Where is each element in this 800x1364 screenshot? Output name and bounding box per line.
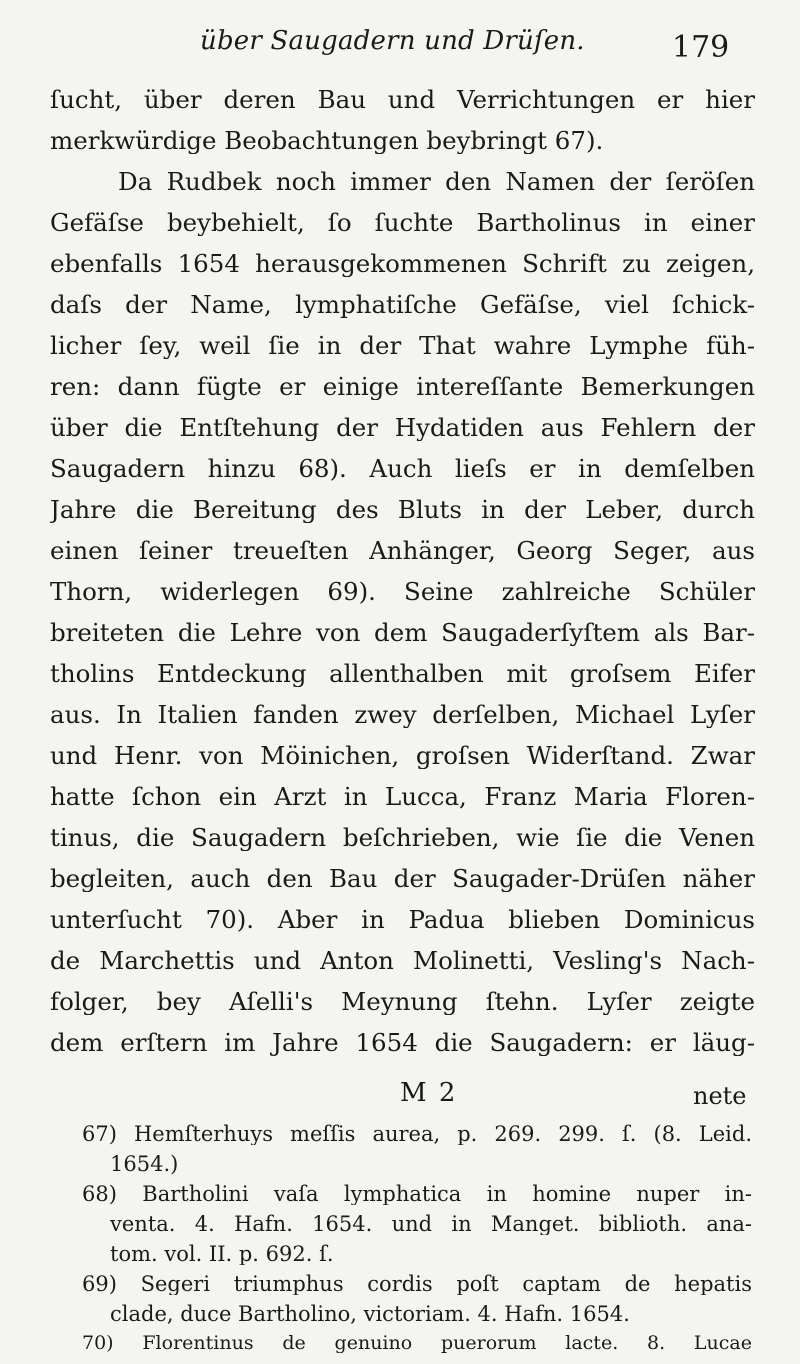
footnote-70: 70) Florentinus de genuino puerorum lacte. 8. Lucae <box>82 1334 752 1353</box>
body-line: über die Entſtehung der Hydatiden aus Fehlern der <box>50 416 755 441</box>
catchword: nete <box>693 1082 747 1110</box>
body-line: ren: dann fügte er einige intereſſante Bemerkungen <box>50 375 755 400</box>
body-line: aus. In Italien fanden zwey derſelben, Michael Lyſer <box>50 703 755 728</box>
running-title: über Saugadern und Drüſen. <box>200 26 585 56</box>
body-line: dem erſtern im Jahre 1654 die Saugadern: er läug- <box>50 1031 755 1056</box>
body-line: Thorn, widerlegen 69). Seine zahlreiche Schüler <box>50 580 755 605</box>
body-line: tholins Entdeckung allenthalben mit groſsem Eifer <box>50 662 755 687</box>
body-line: tinus, die Saugadern beſchrieben, wie ſie die Venen <box>50 826 755 851</box>
body-line: merkwürdige Beobachtungen beybringt 67). <box>50 129 604 154</box>
footnote-67-cont: 1654.) <box>110 1154 179 1175</box>
body-line: breiteten die Lehre von dem Saugaderſyſtem als Bar- <box>50 621 755 646</box>
body-line: de Marchettis und Anton Molinetti, Vesling's Nach- <box>50 949 755 974</box>
body-line: Da Rudbek noch immer den Namen der ſeröſen <box>118 170 755 195</box>
body-line: ſucht, über deren Bau und Verrichtungen er hier <box>50 88 755 113</box>
body-line: einen ſeiner treueſten Anhänger, Georg Seger, aus <box>50 539 755 564</box>
body-line: ebenfalls 1654 herausgekommenen Schrift zu zeigen, <box>50 252 755 277</box>
body-line: Saugadern hinzu 68). Auch lieſs er in demſelben <box>50 457 755 482</box>
body-line: hatte ſchon ein Arzt in Lucca, Franz Maria Floren- <box>50 785 755 810</box>
footnote-68-cont: venta. 4. Hafn. 1654. und in Manget. biblioth. ana- <box>110 1214 752 1235</box>
footnote-69-cont: clade, duce Bartholino, victoriam. 4. Hafn. 1654. <box>110 1304 630 1325</box>
body-line: Gefäſse beybehielt, ſo ſuchte Bartholinus in einer <box>50 211 755 236</box>
body-line: daſs der Name, lymphatiſche Gefäſse, viel ſchick- <box>50 293 755 318</box>
body-line: unterſucht 70). Aber in Padua blieben Dominicus <box>50 908 755 933</box>
signature-mark: M 2 <box>400 1078 458 1108</box>
page-number: 179 <box>672 30 730 65</box>
footnote-67: 67) Hemſterhuys meſſis aurea, p. 269. 299. ſ. (8. Leid. <box>82 1124 752 1145</box>
footnote-68: 68) Bartholini vaſa lymphatica in homine nuper in- <box>82 1184 752 1205</box>
body-line: und Henr. von Möinichen, groſsen Widerſtand. Zwar <box>50 744 755 769</box>
footnote-69: 69) Segeri triumphus cordis poſt captam de hepatis <box>82 1274 752 1295</box>
footnote-68-cont: tom. vol. II. p. 692. ſ. <box>110 1244 334 1265</box>
body-line: Jahre die Bereitung des Bluts in der Leber, durch <box>50 498 755 523</box>
body-line: begleiten, auch den Bau der Saugader-Drüſen näher <box>50 867 755 892</box>
body-line: licher ſey, weil ſie in der That wahre Lymphe füh- <box>50 334 755 359</box>
body-line: folger, bey Aſelli's Meynung ſtehn. Lyſer zeigte <box>50 990 755 1015</box>
